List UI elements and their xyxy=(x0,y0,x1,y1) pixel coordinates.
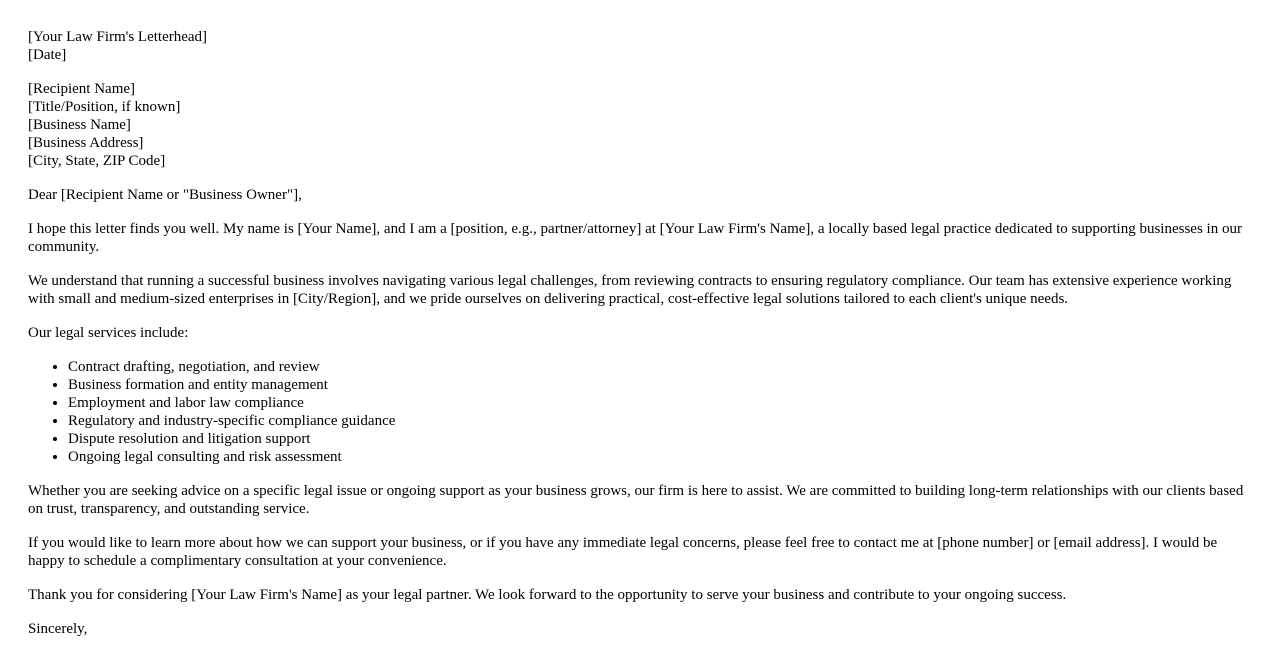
services-list xyxy=(28,358,1246,466)
signoff: Sincerely, xyxy=(28,621,88,637)
letterhead-placeholder: [Your Law Firm's Letterhead] xyxy=(28,29,208,45)
recipient-address-block xyxy=(28,80,1246,170)
understanding-paragraph: We understand that running a successful business involves navigating various legal challenges, from reviewing contracts to ensuring regulatory compliance. Our team has extensive experience working with small and medium-sized enterprises in [City/Region], and we pride ourselves on delivering practical, cost-effective legal solutions tailored to each client's unique needs. xyxy=(28,273,1232,307)
support-paragraph: Whether you are seeking advice on a specific legal issue or ongoing support as your business grows, our firm is here to assist. We are committed to building long-term relationships with our clients based on trust, transparency, and outstanding service. xyxy=(28,483,1244,517)
recipient-title: [Title/Position, if known] xyxy=(28,99,181,115)
intro-paragraph: I hope this letter finds you well. My name is [Your Name], and I am a [position, e.g., partner/attorney] at [Your Law Firm's Name], a locally based legal practice dedicated to supporting businesses in our community. xyxy=(28,221,1242,255)
services-intro: Our legal services include: xyxy=(28,325,189,341)
letter-document xyxy=(28,28,1246,654)
list-item: • Regulatory and industry-specific compliance guidance xyxy=(68,412,1246,430)
list-item: • Employment and labor law compliance xyxy=(68,394,1246,412)
recipient-city-state-zip: [City, State, ZIP Code] xyxy=(28,153,166,169)
contact-paragraph: If you would like to learn more about how we can support your business, or if you have any immediate legal concerns, please feel free to contact me at [phone number] or [email address]. I would be happy to schedule a complimentary consultation at your convenience. xyxy=(28,535,1218,569)
recipient-name: [Recipient Name] xyxy=(28,81,136,97)
letter-header xyxy=(28,28,1246,64)
salutation: Dear [Recipient Name or "Business Owner"], xyxy=(28,187,302,203)
recipient-business-address: [Business Address] xyxy=(28,135,144,151)
list-item: • Contract drafting, negotiation, and review xyxy=(68,358,1246,376)
list-item: • Ongoing legal consulting and risk assessment xyxy=(68,448,1246,466)
date-placeholder: [Date] xyxy=(28,47,67,63)
thank-you-paragraph: Thank you for considering [Your Law Firm's Name] as your legal partner. We look forward to the opportunity to serve your business and contribute to your ongoing success. xyxy=(28,587,1067,603)
list-item: • Dispute resolution and litigation support xyxy=(68,430,1246,448)
list-item: • Business formation and entity management xyxy=(68,376,1246,394)
recipient-business-name: [Business Name] xyxy=(28,117,131,133)
